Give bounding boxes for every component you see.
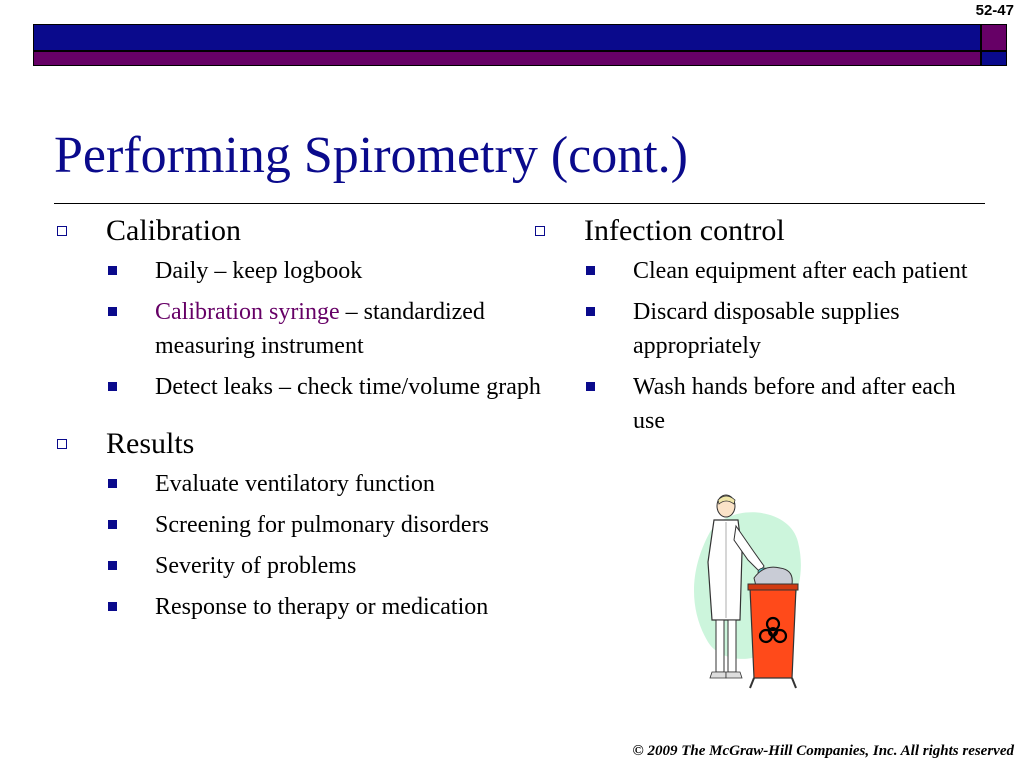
filled-square-bullet-icon <box>108 307 117 316</box>
sub-bullet-text: Wash hands before and after each use <box>633 374 956 434</box>
hollow-square-bullet-icon <box>57 226 67 236</box>
sub-bullet-text: Detect leaks – check time/volume graph <box>155 374 541 400</box>
sub-bullet-text: Daily – keep logbook <box>155 258 363 284</box>
sub-bullet <box>54 254 554 288</box>
bullet-infection-control <box>532 212 972 250</box>
filled-square-bullet-icon <box>586 307 595 316</box>
left-column <box>54 212 554 631</box>
sub-bullet <box>54 508 554 542</box>
slide-number: 52-47 <box>975 2 1014 19</box>
sub-bullet-accent-term: Calibration syringe <box>155 299 340 325</box>
title-underline <box>54 203 985 204</box>
header-band-purple <box>33 51 981 66</box>
bullet-calibration <box>54 212 554 250</box>
sub-bullet <box>54 467 554 501</box>
slide-title: Performing Spirometry (cont.) <box>54 127 688 184</box>
sub-bullet <box>54 549 554 583</box>
sub-bullet <box>532 370 972 438</box>
filled-square-bullet-icon <box>586 266 595 275</box>
filled-square-bullet-icon <box>108 382 117 391</box>
bullet-heading: Infection control <box>584 214 785 247</box>
filled-square-bullet-icon <box>108 479 117 488</box>
sub-bullet <box>532 295 972 363</box>
filled-square-bullet-icon <box>108 602 117 611</box>
bullet-heading: Results <box>106 427 195 460</box>
filled-square-bullet-icon <box>108 520 117 529</box>
sub-bullet-text: Response to therapy or medication <box>155 594 489 620</box>
sub-bullet <box>54 370 554 404</box>
infection-control-subitems <box>532 254 972 438</box>
calibration-subitems <box>54 254 554 404</box>
sub-bullet-text: – standardized measuring instrument <box>155 299 485 359</box>
header-square-blue <box>981 51 1007 66</box>
bullet-heading: Calibration <box>106 214 241 247</box>
right-column <box>532 212 972 445</box>
copyright-footer: © 2009 The McGraw-Hill Companies, Inc. All rights reserved <box>632 743 1014 759</box>
sub-bullet <box>532 254 972 288</box>
sub-bullet-text: Evaluate ventilatory function <box>155 471 435 497</box>
hollow-square-bullet-icon <box>57 439 67 449</box>
filled-square-bullet-icon <box>108 266 117 275</box>
header-band-blue <box>33 24 981 51</box>
hollow-square-bullet-icon <box>535 226 545 236</box>
biohazard-bin <box>748 567 798 688</box>
filled-square-bullet-icon <box>586 382 595 391</box>
sub-bullet <box>54 590 554 624</box>
results-subitems <box>54 467 554 624</box>
bullet-results <box>54 425 554 463</box>
sub-bullet <box>54 295 554 363</box>
group-spacer <box>54 411 554 425</box>
sub-bullet-text: Clean equipment after each patient <box>633 258 968 284</box>
sub-bullet-text: Screening for pulmonary disorders <box>155 512 489 538</box>
filled-square-bullet-icon <box>108 561 117 570</box>
header-square-purple <box>981 24 1007 51</box>
sub-bullet-text: Discard disposable supplies appropriately <box>633 299 900 359</box>
sub-bullet-text: Severity of problems <box>155 553 357 579</box>
biohazard-disposal-illustration <box>680 492 812 692</box>
